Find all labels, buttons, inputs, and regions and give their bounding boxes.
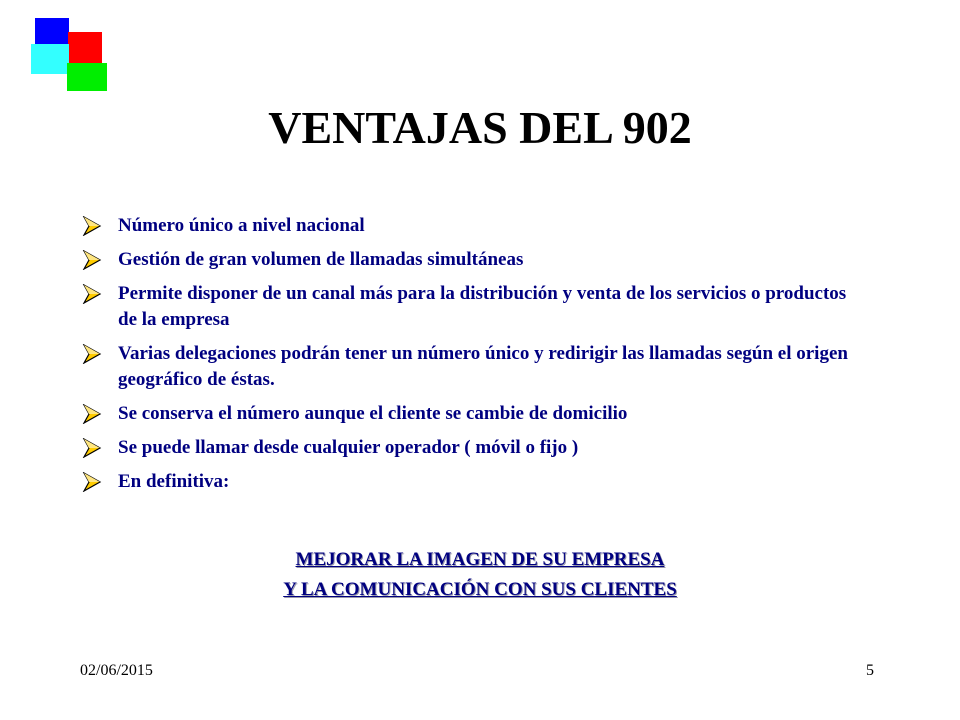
footer-date: 02/06/2015 (80, 662, 153, 679)
page-number: 5 (866, 662, 874, 679)
bullet-text: En definitiva: (118, 471, 230, 492)
bullet-item (80, 469, 860, 495)
arrowhead-bullet-icon (82, 216, 102, 236)
bullet-item (80, 341, 860, 393)
logo-green-square (67, 63, 107, 91)
arrowhead-bullet-icon (82, 472, 102, 492)
bullet-text: Varias delegaciones podrán tener un número único y redirigir las llamadas según el origen geográfico de éstas. (118, 343, 848, 390)
conclusion-block (0, 545, 960, 605)
bullet-item (80, 281, 860, 333)
arrowhead-bullet-icon (82, 438, 102, 458)
bullet-item (80, 213, 860, 239)
bullet-item (80, 401, 860, 427)
bullet-item (80, 435, 860, 461)
bullet-list (80, 213, 860, 503)
slide-title: VENTAJAS DEL 902 (268, 102, 692, 153)
bullet-item (80, 247, 860, 273)
conclusion-line-2: Y LA COMUNICACIÓN CON SUS CLIENTES (283, 579, 677, 600)
bullet-text: Se puede llamar desde cualquier operador ( móvil o fijo ) (118, 437, 579, 458)
conclusion-line-1: MEJORAR LA IMAGEN DE SU EMPRESA (295, 549, 665, 570)
bullet-text: Se conserva el número aunque el cliente se cambie de domicilio (118, 403, 628, 424)
arrowhead-bullet-icon (82, 344, 102, 364)
logo-cyan-square (31, 44, 69, 74)
bullet-text: Permite disponer de un canal más para la distribución y venta de los servicios o productos de la empresa (118, 283, 847, 330)
arrowhead-bullet-icon (82, 404, 102, 424)
bullet-text: Número único a nivel nacional (118, 215, 365, 236)
colored-squares-logo (0, 0, 120, 100)
arrowhead-bullet-icon (82, 284, 102, 304)
bullet-text: Gestión de gran volumen de llamadas simultáneas (118, 249, 524, 270)
arrowhead-bullet-icon (82, 250, 102, 270)
logo-red-square (68, 32, 102, 64)
